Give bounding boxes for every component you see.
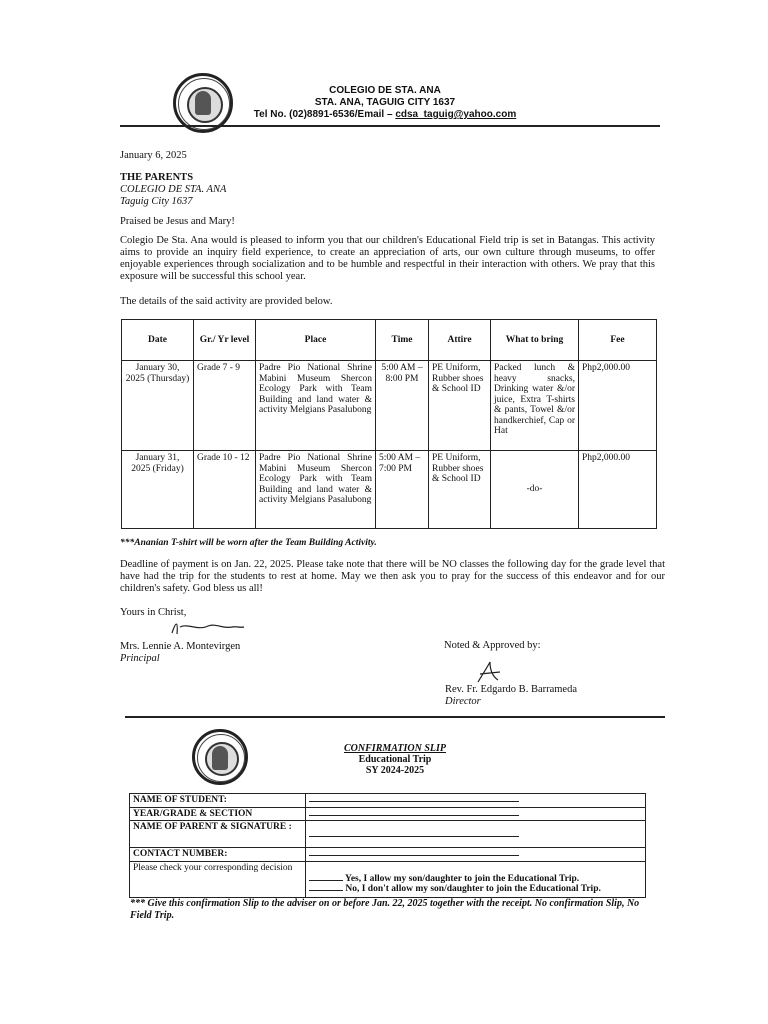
school-seal-icon: [173, 73, 233, 133]
slip-school-year: SY 2024-2025: [365, 765, 425, 776]
principal-signature-icon: [168, 617, 248, 639]
school-name: COLEGIO DE STA. ANA: [329, 85, 441, 96]
field-label: NAME OF STUDENT:: [130, 794, 306, 808]
deadline-paragraph: Deadline of payment is on Jan. 22, 2025. Please take note that there will be NO classes the following day for the grade level that have had the trip for the students to rest at home. May we then ask you to pray for the success of this endeavor and for our children's safety. God bless us all!: [120, 559, 665, 594]
director-title: Director: [445, 696, 481, 707]
header-place: Place: [256, 320, 376, 361]
director-signature-icon: [474, 660, 504, 686]
slip-subtitle: Educational Trip: [358, 754, 432, 765]
field-label: CONTACT NUMBER:: [130, 848, 306, 862]
row-place: Padre Pio National Shrine Mabini Museum Shercon Ecology Park with Team Building and land water & activity Melgians Pasalubong: [256, 451, 376, 529]
contact-number-field[interactable]: [306, 848, 646, 862]
table-row: [130, 821, 646, 848]
slip-footer-note: *** Give this confirmation Slip to the adviser on or before Jan. 22, 2025 together with the receipt. No confirmation Slip, No Field Trip.: [130, 898, 640, 921]
table-row: [122, 361, 657, 451]
addressee-city: Taguig City 1637: [120, 196, 193, 207]
details-intro: The details of the said activity are provided below.: [120, 296, 333, 307]
slip-heading: [320, 743, 470, 776]
row-time: 5:00 AM – 8:00 PM: [376, 361, 429, 451]
row-time: 5:00 AM – 7:00 PM: [376, 451, 429, 529]
tshirt-note: ***Ananian T-shirt will be worn after the Team Building Activity.: [120, 538, 377, 548]
row-date: January 31, 2025 (Friday): [122, 451, 194, 529]
row-level: Grade 10 - 12: [194, 451, 256, 529]
principal-block: [120, 641, 240, 665]
row-fee: Php2,000.00: [579, 361, 657, 451]
yes-checkbox[interactable]: [309, 880, 343, 881]
row-level: Grade 7 - 9: [194, 361, 256, 451]
row-fee: Php2,000.00: [579, 451, 657, 529]
option-yes-row[interactable]: [309, 874, 642, 885]
addressee-school: COLEGIO DE STA. ANA: [120, 184, 227, 195]
header-date: Date: [122, 320, 194, 361]
table-row: [130, 861, 646, 897]
header-bring: What to bring: [491, 320, 579, 361]
header-level: Gr./ Yr level: [194, 320, 256, 361]
school-contact: Tel No. (02)8891-6536/Email – cdsa_taguig@yahoo.com: [253, 109, 517, 120]
body-paragraph: Colegio De Sta. Ana would is pleased to inform you that our children's Educational Field trip is set in Batangas. This activity aims to provide an inquiry field experience, to create an appreciation of arts, our own culture through museums, to offer enjoyable experiences through socialization and to be humble and respectful in their interaction with others. We pray that this exposure will be successful this school year.: [120, 235, 655, 282]
field-label: YEAR/GRADE & SECTION: [130, 807, 306, 821]
closing: Yours in Christ,: [120, 607, 187, 618]
header-fee: Fee: [579, 320, 657, 361]
school-address: STA. ANA, TAGUIG CITY 1637: [314, 97, 456, 108]
option-no-label: No, I don't allow my son/daughter to join the Educational Trip.: [345, 884, 601, 894]
row-bring: -do-: [491, 451, 579, 529]
grade-section-field[interactable]: [306, 807, 646, 821]
director-name: Rev. Fr. Edgardo B. Barrameda: [445, 684, 577, 695]
row-date: January 30, 2025 (Thursday): [122, 361, 194, 451]
letter-date: January 6, 2025: [120, 150, 187, 161]
row-bring: Packed lunch & heavy snacks, Drinking water &/or juice, Extra T-shirts & pants, Towel &/or handkerchief, Cap or Hat: [491, 361, 579, 451]
table-row: [130, 848, 646, 862]
director-block: [445, 684, 577, 708]
decision-options: [306, 861, 646, 897]
table-row: [130, 807, 646, 821]
field-label: NAME OF PARENT & SIGNATURE :: [130, 821, 306, 848]
decision-label: Please check your corresponding decision: [130, 861, 306, 897]
schedule-table: [121, 319, 657, 529]
header-attire: Attire: [429, 320, 491, 361]
parent-signature-field[interactable]: [306, 821, 646, 848]
table-header-row: [122, 320, 657, 361]
slip-seal-icon: [192, 729, 248, 785]
noted-label: Noted & Approved by:: [444, 640, 541, 651]
header-time: Time: [376, 320, 429, 361]
slip-title: CONFIRMATION SLIP: [344, 743, 446, 754]
option-yes-label: Yes, I allow my son/daughter to join the Educational Trip.: [345, 873, 580, 884]
row-attire: PE Uniform, Rubber shoes & School ID: [429, 361, 491, 451]
table-row: [122, 451, 657, 529]
greeting: Praised be Jesus and Mary!: [120, 216, 235, 227]
principal-title: Principal: [120, 653, 160, 664]
table-row: [130, 794, 646, 808]
header-divider: [120, 125, 660, 127]
addressee-block: [120, 172, 226, 208]
email-link[interactable]: cdsa_taguig@yahoo.com: [395, 109, 517, 120]
option-no-row[interactable]: [309, 884, 642, 895]
slip-divider: [125, 716, 665, 718]
principal-name: Mrs. Lennie A. Montevirgen: [120, 641, 241, 652]
student-name-field[interactable]: [306, 794, 646, 808]
no-checkbox[interactable]: [309, 890, 343, 891]
row-place: Padre Pio National Shrine Mabini Museum Shercon Ecology Park with Team Building and land water & activity Melgians Pasalubong: [256, 361, 376, 451]
row-attire: PE Uniform, Rubber shoes & School ID: [429, 451, 491, 529]
addressee: THE PARENTS: [120, 172, 194, 183]
letterhead: [240, 85, 530, 121]
confirmation-table: [129, 793, 646, 898]
